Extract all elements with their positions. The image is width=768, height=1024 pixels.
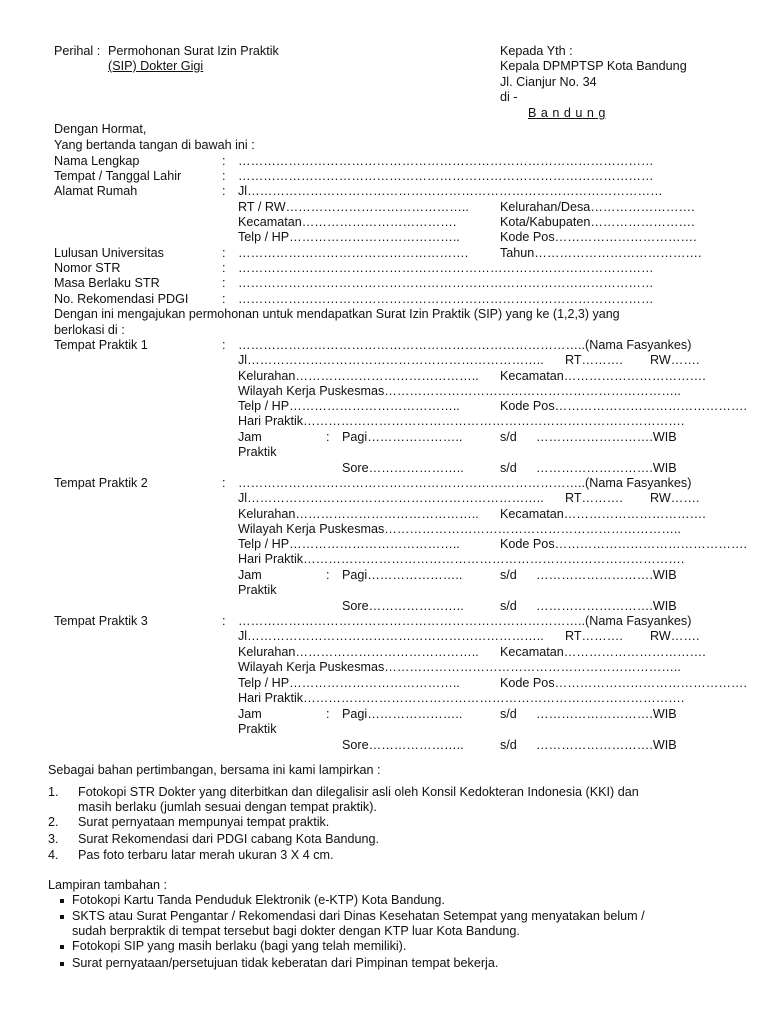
practice-1-kecamatan[interactable]: Kecamatan……………………………. [500, 369, 706, 383]
practice-3-telp[interactable]: Telp / HP………………………………….. [238, 676, 460, 690]
alamat-label: Alamat Rumah [54, 184, 138, 198]
colon: : [222, 476, 226, 490]
practice-1-rw[interactable]: RW……. [650, 353, 700, 367]
attachment-number: 4. [48, 848, 59, 862]
attachment-number: 1. [48, 785, 59, 799]
practice-3-sore[interactable]: Sore………………….. [342, 738, 464, 752]
perihal-line1: Permohonan Surat Izin Praktik [108, 44, 279, 58]
sd-label: s/d [500, 599, 517, 613]
practice-2-telp[interactable]: Telp / HP………………………………….. [238, 537, 460, 551]
practice-2-pagi[interactable]: Pagi………………….. [342, 568, 463, 582]
practice-3-label: Tempat Praktik 3 [54, 614, 148, 628]
colon: : [222, 276, 226, 290]
attachment-number: 2. [48, 815, 59, 829]
str-field[interactable]: ……………………………………………………………………………………… [238, 261, 654, 275]
recipient-line2: Kepala DPMPTSP Kota Bandung [500, 59, 687, 73]
practice-2-rt[interactable]: RT………. [565, 491, 623, 505]
practice-1-jam-label: Jam [238, 430, 262, 444]
practice-3-pagi-wib[interactable]: ……………………….WIB [536, 707, 677, 721]
request-line2: berlokasi di : [54, 323, 125, 337]
request-line1: Dengan ini mengajukan permohonan untuk mendapatkan Surat Izin Praktik (SIP) yang ke (1,2,3) yang [54, 307, 620, 321]
practice-2-rw[interactable]: RW……. [650, 491, 700, 505]
telp-field[interactable]: Telp / HP………………………………….. [238, 230, 460, 244]
nama-field[interactable]: ……………………………………………………………………………………… [238, 154, 654, 168]
practice-1-kelurahan[interactable]: Kelurahan…………………………………….. [238, 369, 479, 383]
sd-label: s/d [500, 707, 517, 721]
perihal-label: Perihal : [54, 44, 101, 58]
bullet-icon [60, 899, 64, 903]
attachment-item-line: Surat Rekomendasi dari PDGI cabang Kota Bandung. [78, 832, 380, 846]
practice-3-praktik-label: Praktik [238, 722, 277, 736]
extra-item-line: SKTS atau Surat Pengantar / Rekomendasi dari Dinas Kesehatan Setempat yang menyatakan belum / [72, 909, 645, 923]
univ-field[interactable]: ………………………………………………. [238, 246, 469, 260]
attachment-item-line: Fotokopi STR Dokter yang diterbitkan dan dilegalisir asli oleh Konsil Kedokteran Indonesia (KKI) dan [78, 785, 639, 799]
practice-2-sore-wib[interactable]: ……………………….WIB [536, 599, 677, 613]
practice-3-sore-wib[interactable]: ……………………….WIB [536, 738, 677, 752]
bullet-icon [60, 915, 64, 919]
practice-2-praktik-label: Praktik [238, 583, 277, 597]
ttl-field[interactable]: ……………………………………………………………………………………… [238, 169, 654, 183]
practice-1-hari[interactable]: Hari Praktik………………………………………………………………………………. [238, 414, 685, 428]
extra-item-line: sudah berpraktik di tempat tersebut bagi dokter dengan KTP luar Kota Bandung. [72, 924, 520, 938]
colon: : [222, 154, 226, 168]
extra-item-line: Fotokopi SIP yang masih berlaku (bagi yang telah memiliki). [72, 939, 407, 953]
practice-2-label: Tempat Praktik 2 [54, 476, 148, 490]
practice-3-kecamatan[interactable]: Kecamatan……………………………. [500, 645, 706, 659]
pdgi-field[interactable]: ……………………………………………………………………………………… [238, 292, 654, 306]
kelurahan-field[interactable]: Kelurahan/Desa……………………. [500, 200, 695, 214]
greeting: Dengan Hormat, [54, 122, 147, 136]
kecamatan-field[interactable]: Kecamatan………………………………. [238, 215, 457, 229]
extra-title: Lampiran tambahan : [48, 878, 168, 892]
kota-field[interactable]: Kota/Kabupaten……………………. [500, 215, 695, 229]
attachment-item-line: masih berlaku (jumlah sesuai dengan tempat praktik). [78, 800, 377, 814]
recipient-line4: di - [500, 90, 518, 104]
practice-2-jam-label: Jam [238, 568, 262, 582]
practice-3-rt[interactable]: RT………. [565, 629, 623, 643]
undersigned-line: Yang bertanda tangan di bawah ini : [54, 138, 255, 152]
masa-label: Masa Berlaku STR [54, 276, 160, 290]
practice-1-jl[interactable]: Jl…………………………………………………………….. [238, 353, 544, 367]
practice-1-label: Tempat Praktik 1 [54, 338, 148, 352]
practice-1-sore[interactable]: Sore………………….. [342, 461, 464, 475]
recipient-line3: Jl. Cianjur No. 34 [500, 75, 597, 89]
perihal-line2: (SIP) Dokter Gigi [108, 59, 204, 73]
colon: : [326, 430, 330, 444]
practice-1-telp[interactable]: Telp / HP………………………………….. [238, 399, 460, 413]
practice-1-pagi-wib[interactable]: ……………………….WIB [536, 430, 677, 444]
practice-2-kodepos[interactable]: Kode Pos………………………………………. [500, 537, 748, 551]
colon: : [222, 184, 226, 198]
practice-1-sore-wib[interactable]: ……………………….WIB [536, 461, 677, 475]
practice-3-fasyankes[interactable]: ………………………………………………………………………..(Nama Fasyankes) [238, 614, 692, 628]
nama-label: Nama Lengkap [54, 154, 140, 168]
practice-2-sore[interactable]: Sore………………….. [342, 599, 464, 613]
practice-3-pagi[interactable]: Pagi………………….. [342, 707, 463, 721]
pdgi-label: No. Rekomendasi PDGI [54, 292, 189, 306]
colon: : [222, 614, 226, 628]
practice-2-hari[interactable]: Hari Praktik………………………………………………………………………………. [238, 552, 685, 566]
practice-3-jam-label: Jam [238, 707, 262, 721]
tahun-field[interactable]: Tahun…………………………………. [500, 246, 702, 260]
practice-1-wilayah[interactable]: Wilayah Kerja Puskesmas…………………………………………………………….. [238, 384, 681, 398]
practice-3-jl[interactable]: Jl…………………………………………………………….. [238, 629, 544, 643]
attachment-item-line: Pas foto terbaru latar merah ukuran 3 X 4 cm. [78, 848, 334, 862]
sd-label: s/d [500, 568, 517, 582]
practice-2-kelurahan[interactable]: Kelurahan…………………………………….. [238, 507, 479, 521]
colon: : [326, 707, 330, 721]
extra-item-line: Surat pernyataan/persetujuan tidak keberatan dari Pimpinan tempat bekerja. [72, 956, 499, 970]
attachment-item-line: Surat pernyataan mempunyai tempat praktik. [78, 815, 330, 829]
colon: : [326, 568, 330, 582]
str-label: Nomor STR [54, 261, 121, 275]
practice-2-fasyankes[interactable]: ………………………………………………………………………..(Nama Fasyankes) [238, 476, 692, 490]
practice-2-wilayah[interactable]: Wilayah Kerja Puskesmas…………………………………………………………….. [238, 522, 681, 536]
colon: : [222, 261, 226, 275]
sd-label: s/d [500, 738, 517, 752]
practice-1-kodepos[interactable]: Kode Pos………………………………………. [500, 399, 748, 413]
practice-1-praktik-label: Praktik [238, 445, 277, 459]
practice-1-fasyankes[interactable]: ………………………………………………………………………..(Nama Fasyankes) [238, 338, 692, 352]
practice-3-kodepos[interactable]: Kode Pos………………………………………. [500, 676, 748, 690]
colon: : [222, 169, 226, 183]
bullet-icon [60, 962, 64, 966]
sd-label: s/d [500, 461, 517, 475]
colon: : [222, 338, 226, 352]
practice-1-pagi[interactable]: Pagi………………….. [342, 430, 463, 444]
colon: : [222, 292, 226, 306]
practice-2-kecamatan[interactable]: Kecamatan……………………………. [500, 507, 706, 521]
practice-2-pagi-wib[interactable]: ……………………….WIB [536, 568, 677, 582]
bullet-icon [60, 945, 64, 949]
practice-3-rw[interactable]: RW……. [650, 629, 700, 643]
recipient-city: B a n d u n g [528, 106, 606, 120]
colon: : [222, 246, 226, 260]
practice-2-jl[interactable]: Jl…………………………………………………………….. [238, 491, 544, 505]
practice-3-kelurahan[interactable]: Kelurahan…………………………………….. [238, 645, 479, 659]
attachments-intro: Sebagai bahan pertimbangan, bersama ini kami lampirkan : [48, 763, 381, 777]
rt-rw-field[interactable]: RT / RW…………………………………….. [238, 200, 469, 214]
masa-field[interactable]: ……………………………………………………………………………………… [238, 276, 654, 290]
recipient-line1: Kepada Yth : [500, 44, 573, 58]
extra-item-line: Fotokopi Kartu Tanda Penduduk Elektronik (e-KTP) Kota Bandung. [72, 893, 445, 907]
alamat-field[interactable]: Jl……………………………………………………………………………………… [238, 184, 663, 198]
attachment-number: 3. [48, 832, 59, 846]
practice-3-hari[interactable]: Hari Praktik………………………………………………………………………………. [238, 691, 685, 705]
kodepos-field[interactable]: Kode Pos……………………………. [500, 230, 697, 244]
practice-3-wilayah[interactable]: Wilayah Kerja Puskesmas…………………………………………………………….. [238, 660, 681, 674]
ttl-label: Tempat / Tanggal Lahir [54, 169, 182, 183]
practice-1-rt[interactable]: RT………. [565, 353, 623, 367]
sd-label: s/d [500, 430, 517, 444]
univ-label: Lulusan Universitas [54, 246, 164, 260]
